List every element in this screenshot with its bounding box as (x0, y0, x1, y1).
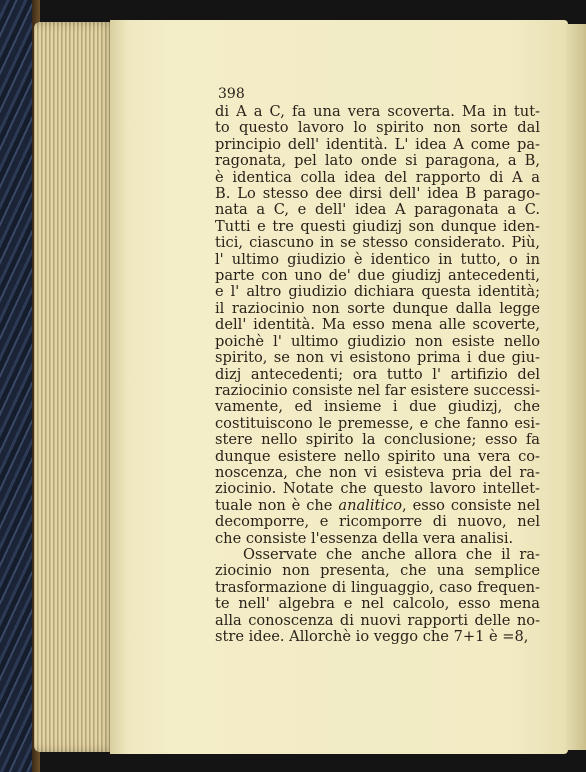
text-line (215, 498, 540, 514)
text-line: nata a C, e dell' idea A paragonata a C. (215, 201, 540, 219)
text-line: decomporre, e ricomporre di nuovo, nel (215, 513, 540, 531)
text-line: parte con uno de' due giudizj antecedenti, (215, 267, 540, 285)
text-line: alla conoscenza di nuovi rapporti delle no- (215, 611, 540, 629)
text-line: stere nello spirito la conclusione; esso fa (215, 431, 540, 449)
text-line: dell' identità. Ma esso mena alle scoverte, (215, 316, 540, 334)
text-line: ziocinio non presenta, che una semplice (215, 562, 540, 580)
text-line: dizj antecedenti; ora tutto l' artifizio del (215, 365, 540, 383)
facing-page-edge (566, 24, 586, 750)
text-line: stre idee. Allorchè io veggo che 7+1 è =8, (215, 628, 529, 645)
paragraph-start-line: Osservate che anche allora che il ra- (243, 545, 540, 563)
text-line: noscenza, che non vi esisteva pria del ra- (215, 463, 540, 481)
text-line: B. Lo stesso dee dirsi dell' idea B parago- (215, 185, 540, 203)
text-line-end: , esso consiste nel (402, 496, 541, 514)
text-line: il raziocinio non sorte dunque dalla legge (215, 299, 540, 317)
text-line: e l' altro giudizio dichiara questa identità; (215, 283, 540, 301)
text-line: vamente, ed insieme i due giudizj, che (215, 398, 540, 416)
text-line: di A a C, fa una vera scoverta. Ma in tut- (215, 103, 540, 120)
page-text (215, 104, 540, 645)
text-line: Tutti e tre questi giudizj son dunque iden- (215, 217, 540, 235)
text-line: che consiste l'essenza della vera analisi. (215, 529, 514, 547)
text-line: te nell' algebra e nel calcolo, esso mena (215, 595, 540, 613)
text-line: l' ultimo giudizio è identico in tutto, o in (215, 250, 540, 268)
text-line: raziocinio consiste nel far esistere successi- (215, 381, 540, 399)
text-line-start: tuale non è che (215, 496, 333, 514)
page-edges (34, 22, 116, 752)
text-line: costituiscono le premesse, e che fanno esi- (215, 414, 540, 432)
text-line: to questo lavoro lo spirito non sorte dal (215, 119, 540, 137)
text-line: trasformazione di linguaggio, caso frequen- (215, 578, 540, 596)
text-line: poichè l' ultimo giudizio non esiste nello (215, 332, 540, 350)
text-line: ragonata, pel lato onde si paragona, a B, (215, 152, 540, 170)
text-line: spirito, se non vi esistono prima i due giu- (215, 349, 540, 367)
page-number: 398 (218, 86, 245, 102)
text-line: principio dell' identità. L' idea A come pa- (215, 135, 540, 153)
text-line: dunque esistere nello spirito una vera co- (215, 447, 540, 465)
text-line: ziocinio. Notate che questo lavoro intellet- (215, 480, 540, 498)
italic-word: analitico (338, 496, 403, 514)
text-line: è identica colla idea del rapporto di A a (215, 168, 540, 186)
text-line: tici, ciascuno in se stesso considerato. Più, (215, 234, 540, 252)
